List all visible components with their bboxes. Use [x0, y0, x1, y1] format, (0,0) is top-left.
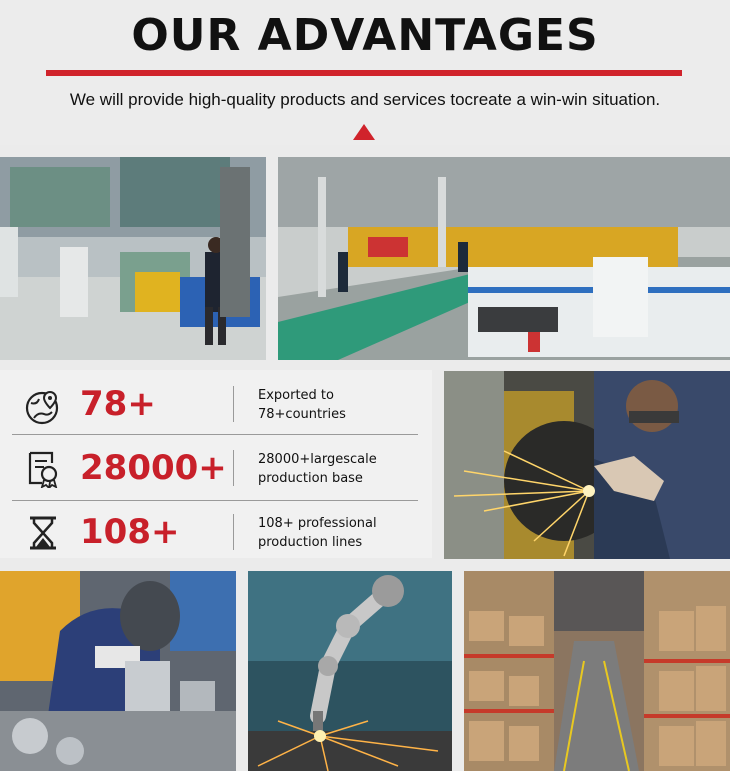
stat-description [258, 386, 428, 424]
production-line-photo [278, 157, 730, 360]
stat-row-production-base [0, 438, 432, 500]
stat-desc-line1: 28000+largescale [258, 452, 377, 467]
stat-row-production-lines [0, 502, 432, 564]
stat-divider [233, 450, 234, 486]
stats-panel [0, 370, 432, 558]
stat-desc-line1: 108+ professional [258, 516, 377, 531]
stat-separator [12, 500, 418, 501]
stat-description [258, 450, 428, 488]
stat-value: 78+ [80, 384, 156, 424]
certificate-icon [24, 450, 62, 488]
stat-desc-line2: production lines [258, 535, 363, 550]
stat-row-export [0, 374, 432, 436]
stat-desc-line2: 78+countries [258, 407, 346, 422]
stat-desc-line2: production base [258, 471, 363, 486]
hourglass-icon [24, 514, 62, 552]
stat-divider [233, 514, 234, 550]
globe-location-icon [24, 388, 62, 426]
page-title: OUR ADVANTAGES [131, 10, 599, 61]
header-section [0, 0, 730, 145]
welder-photo [0, 571, 236, 771]
page-subtitle: We will provide high-quality products and services tocreate a win-win situation. [69, 90, 661, 109]
stat-desc-line1: Exported to [258, 388, 334, 403]
title-underline [46, 70, 682, 76]
stat-value: 108+ [80, 512, 180, 552]
grinding-sparks-photo [444, 371, 730, 559]
factory-machinery-photo [0, 157, 266, 360]
robot-arm-welding-photo [248, 571, 452, 771]
stat-separator [12, 434, 418, 435]
triangle-marker-icon [353, 124, 375, 140]
warehouse-photo [464, 571, 730, 771]
stat-divider [233, 386, 234, 422]
stat-value: 28000+ [80, 448, 227, 488]
stat-description [258, 514, 428, 552]
